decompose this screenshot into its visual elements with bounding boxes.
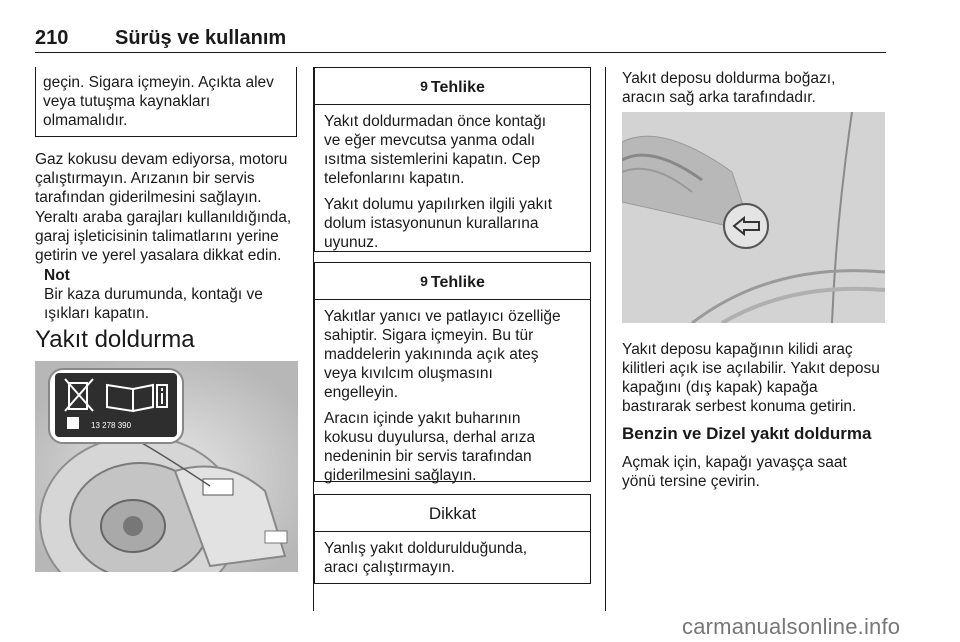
paragraph-open-cap xyxy=(622,453,886,491)
danger-heading xyxy=(315,263,590,300)
text-line: Yakıt deposu kapağının kilidi araç xyxy=(622,341,853,358)
text-line: getirin ve yerel yasalara dikkat edin. xyxy=(35,247,282,264)
warning-triangle-icon: 9 xyxy=(420,273,428,289)
watermark: carmanualsonline.info xyxy=(682,614,901,639)
page-number: 210 xyxy=(35,27,69,49)
page-header xyxy=(35,27,886,53)
danger-box-ignition xyxy=(314,67,591,252)
text-line: çalıştırmayın. Arızanın bir servis xyxy=(35,170,255,187)
warning-line: olmamalıdır. xyxy=(43,112,128,129)
text-line: bastırarak serbest konuma getirin. xyxy=(622,398,857,415)
text-line: aracın sağ arka tarafındadır. xyxy=(622,89,816,106)
text-line: Bir kaza durumunda, kontağı ve xyxy=(44,286,263,303)
text-line: garaj işleticisinin talimatlarını yerine xyxy=(35,228,279,245)
warning-line: veya tutuşma kaynakları xyxy=(43,93,211,110)
note-block xyxy=(44,266,304,323)
subsection-title: Benzin ve Dizel yakıt doldurma xyxy=(622,424,872,443)
note-label: Not xyxy=(44,267,70,284)
warning-continuation-box xyxy=(35,67,297,137)
danger-box-flammable xyxy=(314,262,591,482)
column-divider xyxy=(605,67,606,611)
text-line: Yakıt deposu doldurma boğazı, xyxy=(622,70,836,87)
warning-triangle-icon: 9 xyxy=(420,78,428,94)
text-line: tarafından giderilmesini sağlayın. xyxy=(35,189,262,206)
danger-paragraph: Yakıtlar yanıcı ve patlayıcı özelliğe sahiptir. Sigara içmeyin. Bu tür maddelerin yakınında açık ateş veya kıvılcım oluşmasını engelleyin. xyxy=(324,308,561,401)
paragraph-filler-location xyxy=(622,69,886,107)
danger-title: Tehlike xyxy=(430,274,485,291)
danger-paragraph: Aracın içinde yakıt buharının kokusu duyulursa, derhal arıza nedeninin bir servis tarafından giderilmesini sağlayın. xyxy=(324,410,536,484)
danger-paragraph: Yakıt doldurmadan önce kontağı ve eğer mevcutsa yanma odalı ısıtma sistemlerini kapatın. Cep telefonlarını kapatın. xyxy=(324,113,547,187)
chapter-title: Sürüş ve kullanım xyxy=(115,27,287,49)
caution-title: Dikkat xyxy=(315,495,590,532)
text-line: ışıkları kapatın. xyxy=(44,305,150,322)
danger-title: Tehlike xyxy=(430,79,485,96)
text-line: Gaz kokusu devam ediyorsa, motoru xyxy=(35,151,288,168)
section-title: Yakıt doldurma xyxy=(35,326,195,353)
danger-heading xyxy=(315,68,590,105)
fuel-door-illustration xyxy=(35,361,298,572)
warning-line: geçin. Sigara içmeyin. Açıkta alev xyxy=(43,74,274,91)
text-line: yönü tersine çevirin. xyxy=(622,473,760,490)
text-line: kapağını (dış kapak) kapağa xyxy=(622,379,818,396)
label-number: 13 278 390 xyxy=(91,421,132,430)
paragraph-fuel-door-lock xyxy=(622,340,892,416)
text-line: kilitleri açık ise açılabilir. Yakıt deposu xyxy=(622,360,880,377)
danger-paragraph: Yakıt dolumu yapılırken ilgili yakıt dolum istasyonunun kurallarına uyunuz. xyxy=(324,196,553,251)
fuel-door-location-illustration xyxy=(622,112,885,323)
caution-paragraph: Yanlış yakıt doldurulduğunda, aracı çalıştırmayın. xyxy=(324,540,528,576)
paragraph-gas-smell xyxy=(35,150,305,207)
text-line: Yeraltı araba garajları kullanıldığında, xyxy=(35,209,292,226)
text-line: Açmak için, kapağı yavaşça saat xyxy=(622,454,847,471)
caution-box xyxy=(314,494,591,584)
paragraph-garage xyxy=(35,208,310,265)
